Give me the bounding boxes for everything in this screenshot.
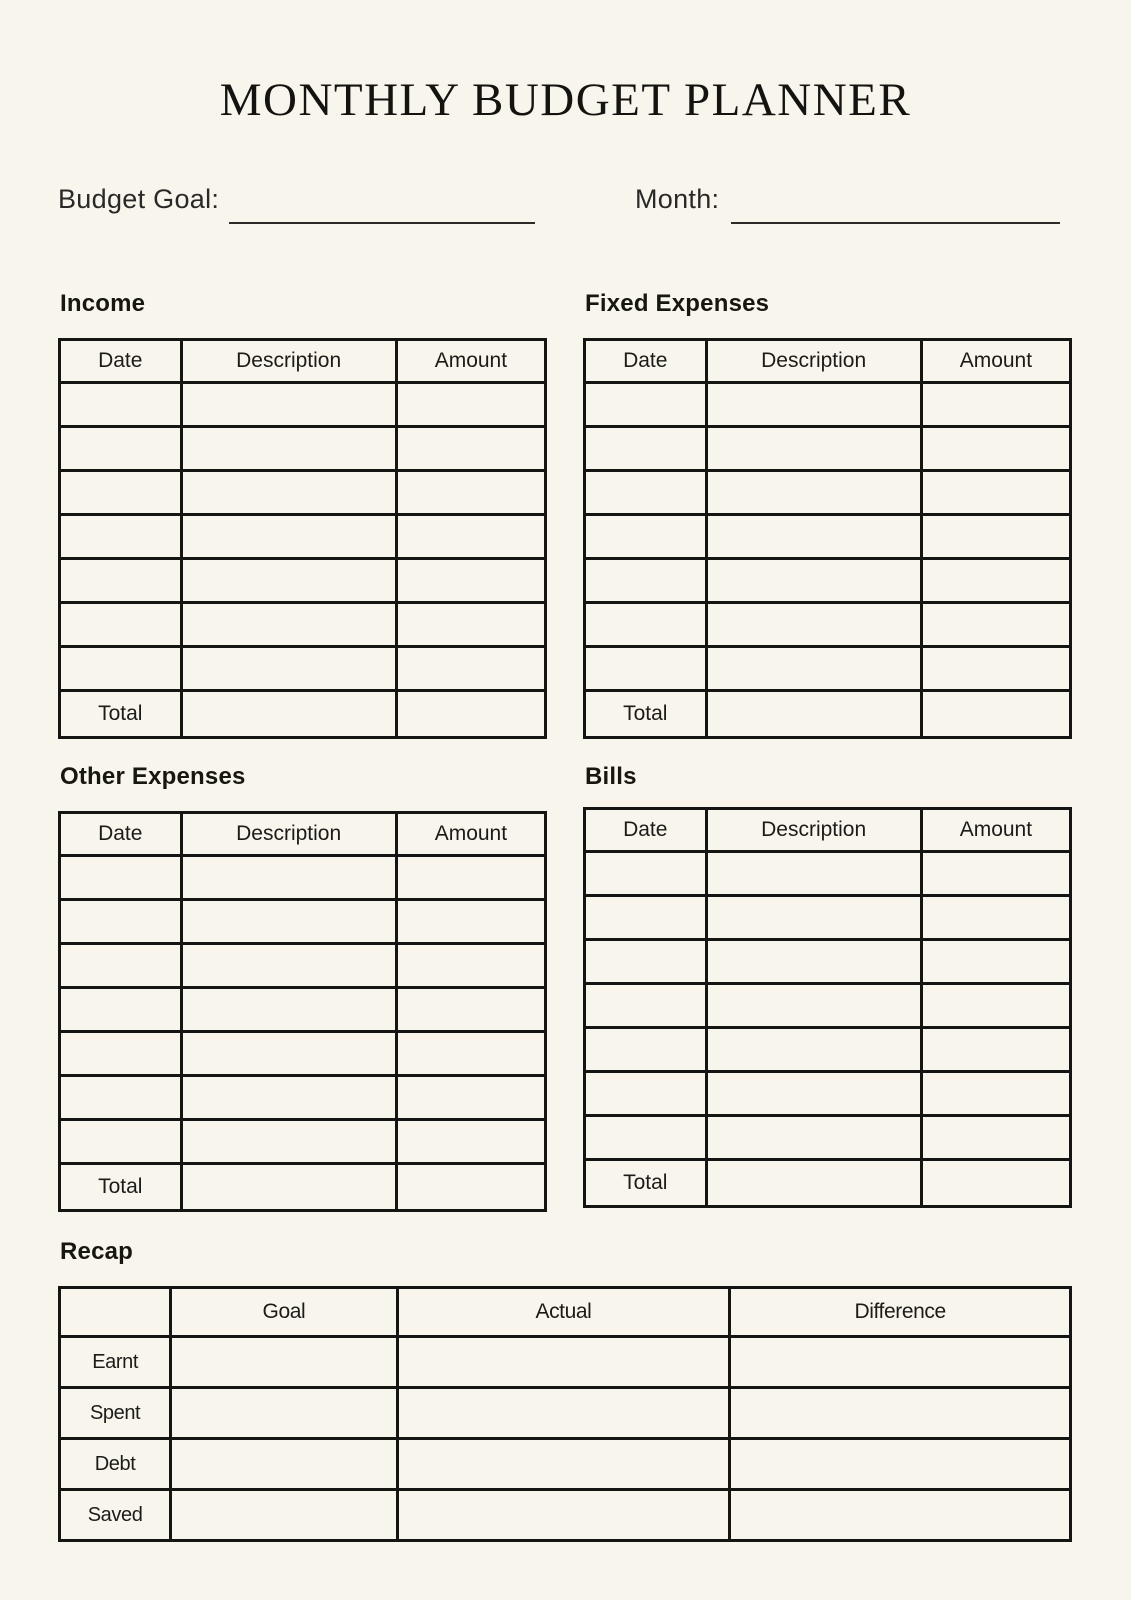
entry-cell[interactable] [396, 603, 545, 647]
total-amount-cell[interactable] [921, 1160, 1070, 1207]
saved-difference-cell[interactable] [730, 1490, 1071, 1541]
entry-cell[interactable] [585, 515, 707, 559]
entry-cell[interactable] [181, 988, 396, 1032]
entry-cell[interactable] [60, 1032, 182, 1076]
spent-goal-cell[interactable] [171, 1388, 397, 1439]
entry-cell[interactable] [706, 647, 921, 691]
recap-section [58, 1238, 1072, 1542]
debt-actual-cell[interactable] [397, 1439, 730, 1490]
entry-cell[interactable] [181, 427, 396, 471]
entry-cell[interactable] [921, 559, 1070, 603]
entry-cell[interactable] [921, 1028, 1070, 1072]
entry-cell[interactable] [181, 1032, 396, 1076]
entry-cell[interactable] [60, 1076, 182, 1120]
date-column-header: Date [60, 813, 182, 856]
entry-cell[interactable] [706, 427, 921, 471]
amount-column-header: Amount [396, 813, 545, 856]
header-fields-row [58, 182, 1060, 224]
debt-row-label: Debt [60, 1439, 171, 1490]
other-expenses-table [58, 811, 547, 1212]
recap-header-row [60, 1288, 1071, 1337]
entry-cell[interactable] [60, 603, 182, 647]
entry-cell[interactable] [181, 383, 396, 427]
entry-cell[interactable] [396, 944, 545, 988]
entry-cell[interactable] [181, 647, 396, 691]
entry-row [60, 1032, 546, 1076]
entry-cell[interactable] [706, 1028, 921, 1072]
entry-cell[interactable] [60, 559, 182, 603]
other-expenses-section [58, 763, 547, 1212]
entry-row [60, 1120, 546, 1164]
income-section [58, 290, 547, 739]
entry-cell[interactable] [706, 940, 921, 984]
entry-row [60, 471, 546, 515]
entry-row [585, 1028, 1071, 1072]
entry-row [60, 515, 546, 559]
entry-cell[interactable] [396, 427, 545, 471]
entry-cell[interactable] [396, 900, 545, 944]
entry-cell[interactable] [706, 1072, 921, 1116]
entry-cell[interactable] [585, 383, 707, 427]
entry-cell[interactable] [921, 383, 1070, 427]
entry-cell[interactable] [396, 647, 545, 691]
entry-cell[interactable] [60, 515, 182, 559]
entry-row [60, 647, 546, 691]
entry-cell[interactable] [921, 1116, 1070, 1160]
bills-section-title: Bills [585, 763, 637, 790]
description-column-header: Description [706, 809, 921, 852]
entry-cell[interactable] [60, 1120, 182, 1164]
entry-cell[interactable] [396, 515, 545, 559]
entry-cell[interactable] [396, 471, 545, 515]
entry-cell[interactable] [706, 852, 921, 896]
entry-cell[interactable] [396, 1076, 545, 1120]
income-section-title: Income [60, 290, 146, 317]
total-description-cell[interactable] [181, 1164, 396, 1211]
entry-row [60, 900, 546, 944]
date-column-header: Date [60, 340, 182, 383]
fixed-expenses-section-title: Fixed Expenses [585, 290, 770, 317]
entry-cell[interactable] [585, 896, 707, 940]
bills-table [583, 807, 1072, 1208]
entry-row [585, 559, 1071, 603]
actual-column-header: Actual [397, 1288, 730, 1337]
entry-cell[interactable] [396, 1032, 545, 1076]
entry-row [60, 856, 546, 900]
description-column-header: Description [181, 813, 396, 856]
sections-row-2 [58, 763, 1072, 1212]
entry-cell[interactable] [585, 940, 707, 984]
fixed-expenses-table [583, 338, 1072, 739]
recap-row-saved [60, 1490, 1071, 1541]
sections-row-1 [58, 290, 1072, 739]
entry-row [585, 852, 1071, 896]
difference-column-header: Difference [730, 1288, 1071, 1337]
entry-cell[interactable] [396, 988, 545, 1032]
entry-cell[interactable] [396, 559, 545, 603]
total-description-cell[interactable] [706, 691, 921, 738]
entry-cell[interactable] [921, 940, 1070, 984]
entry-cell[interactable] [585, 1072, 707, 1116]
recap-row-debt [60, 1439, 1071, 1490]
entry-cell[interactable] [181, 900, 396, 944]
entry-cell[interactable] [921, 427, 1070, 471]
entry-cell[interactable] [585, 647, 707, 691]
entry-cell[interactable] [396, 856, 545, 900]
entry-cell[interactable] [585, 1116, 707, 1160]
budget-goal-label: Budget Goal: [58, 184, 220, 214]
total-amount-cell[interactable] [921, 691, 1070, 738]
entry-cell[interactable] [585, 559, 707, 603]
debt-goal-cell[interactable] [171, 1439, 397, 1490]
entry-row [60, 559, 546, 603]
entry-cell[interactable] [181, 856, 396, 900]
earnt-goal-cell[interactable] [171, 1337, 397, 1388]
month-label: Month: [635, 184, 720, 214]
entry-cell[interactable] [921, 852, 1070, 896]
entry-cell[interactable] [60, 383, 182, 427]
other-expenses-section-title: Other Expenses [60, 763, 246, 790]
entry-cell[interactable] [706, 984, 921, 1028]
entry-row [585, 896, 1071, 940]
fixed-expenses-section [583, 290, 1072, 739]
entry-cell[interactable] [396, 1120, 545, 1164]
entry-row [585, 515, 1071, 559]
entry-cell[interactable] [921, 984, 1070, 1028]
description-column-header: Description [706, 340, 921, 383]
entry-cell[interactable] [921, 471, 1070, 515]
total-label: Total [585, 1160, 707, 1207]
entry-cell[interactable] [585, 603, 707, 647]
entry-cell[interactable] [181, 1120, 396, 1164]
recap-row-spent [60, 1388, 1071, 1439]
entry-row [585, 984, 1071, 1028]
entry-row [585, 603, 1071, 647]
total-row [60, 1164, 546, 1211]
spent-difference-cell[interactable] [730, 1388, 1071, 1439]
entry-cell[interactable] [181, 603, 396, 647]
entry-cell[interactable] [60, 471, 182, 515]
entry-cell[interactable] [60, 988, 182, 1032]
budget-goal-field [58, 182, 535, 224]
entry-row [585, 427, 1071, 471]
entry-row [585, 383, 1071, 427]
earnt-row-label: Earnt [60, 1337, 171, 1388]
total-row [585, 691, 1071, 738]
total-label: Total [60, 691, 182, 738]
total-row [60, 691, 546, 738]
earnt-difference-cell[interactable] [730, 1337, 1071, 1388]
month-input-line[interactable] [731, 182, 1060, 224]
total-label: Total [60, 1164, 182, 1211]
description-column-header: Description [181, 340, 396, 383]
entry-cell[interactable] [181, 559, 396, 603]
amount-column-header: Amount [921, 340, 1070, 383]
date-column-header: Date [585, 809, 707, 852]
saved-actual-cell[interactable] [397, 1490, 730, 1541]
entry-cell[interactable] [921, 1072, 1070, 1116]
spent-row-label: Spent [60, 1388, 171, 1439]
table-header-row [585, 340, 1071, 383]
total-amount-cell[interactable] [396, 1164, 545, 1211]
budget-goal-input-line[interactable] [229, 182, 535, 224]
entry-row [60, 603, 546, 647]
goal-column-header: Goal [171, 1288, 397, 1337]
income-table [58, 338, 547, 739]
entry-row [60, 988, 546, 1032]
recap-row-earnt [60, 1337, 1071, 1388]
entry-cell[interactable] [706, 1116, 921, 1160]
entry-cell[interactable] [921, 896, 1070, 940]
total-row [585, 1160, 1071, 1207]
table-header-row [60, 813, 546, 856]
entry-row [60, 427, 546, 471]
entry-cell[interactable] [181, 944, 396, 988]
entry-cell[interactable] [921, 647, 1070, 691]
entry-row [585, 1116, 1071, 1160]
entry-cell[interactable] [706, 603, 921, 647]
entry-cell[interactable] [60, 944, 182, 988]
entry-cell[interactable] [585, 984, 707, 1028]
entry-cell[interactable] [921, 515, 1070, 559]
recap-empty-corner-cell [60, 1288, 171, 1337]
bills-section [583, 763, 1072, 1212]
entry-cell[interactable] [60, 900, 182, 944]
entry-cell[interactable] [181, 515, 396, 559]
date-column-header: Date [585, 340, 707, 383]
entry-row [60, 944, 546, 988]
entry-cell[interactable] [585, 471, 707, 515]
table-header-row [60, 340, 546, 383]
entry-cell[interactable] [181, 1076, 396, 1120]
total-label: Total [585, 691, 707, 738]
entry-cell[interactable] [706, 896, 921, 940]
entry-row [585, 647, 1071, 691]
debt-difference-cell[interactable] [730, 1439, 1071, 1490]
total-amount-cell[interactable] [396, 691, 545, 738]
spent-actual-cell[interactable] [397, 1388, 730, 1439]
recap-section-title: Recap [60, 1238, 134, 1265]
page-title: MONTHLY BUDGET PLANNER [219, 74, 912, 126]
earnt-actual-cell[interactable] [397, 1337, 730, 1388]
table-header-row [585, 809, 1071, 852]
saved-goal-cell[interactable] [171, 1490, 397, 1541]
entry-row [60, 383, 546, 427]
entry-cell[interactable] [706, 471, 921, 515]
entry-cell[interactable] [706, 559, 921, 603]
entry-row [585, 471, 1071, 515]
amount-column-header: Amount [921, 809, 1070, 852]
total-description-cell[interactable] [181, 691, 396, 738]
entry-cell[interactable] [60, 647, 182, 691]
total-description-cell[interactable] [706, 1160, 921, 1207]
entry-cell[interactable] [60, 427, 182, 471]
entry-cell[interactable] [585, 1028, 707, 1072]
entry-cell[interactable] [706, 515, 921, 559]
amount-column-header: Amount [396, 340, 545, 383]
month-field [635, 182, 1060, 224]
recap-table [58, 1286, 1072, 1542]
saved-row-label: Saved [60, 1490, 171, 1541]
entry-cell[interactable] [921, 603, 1070, 647]
entry-row [585, 940, 1071, 984]
entry-cell[interactable] [60, 856, 182, 900]
entry-row [60, 1076, 546, 1120]
entry-cell[interactable] [706, 383, 921, 427]
entry-cell[interactable] [585, 852, 707, 896]
entry-cell[interactable] [181, 471, 396, 515]
entry-cell[interactable] [585, 427, 707, 471]
entry-row [585, 1072, 1071, 1116]
entry-cell[interactable] [396, 383, 545, 427]
